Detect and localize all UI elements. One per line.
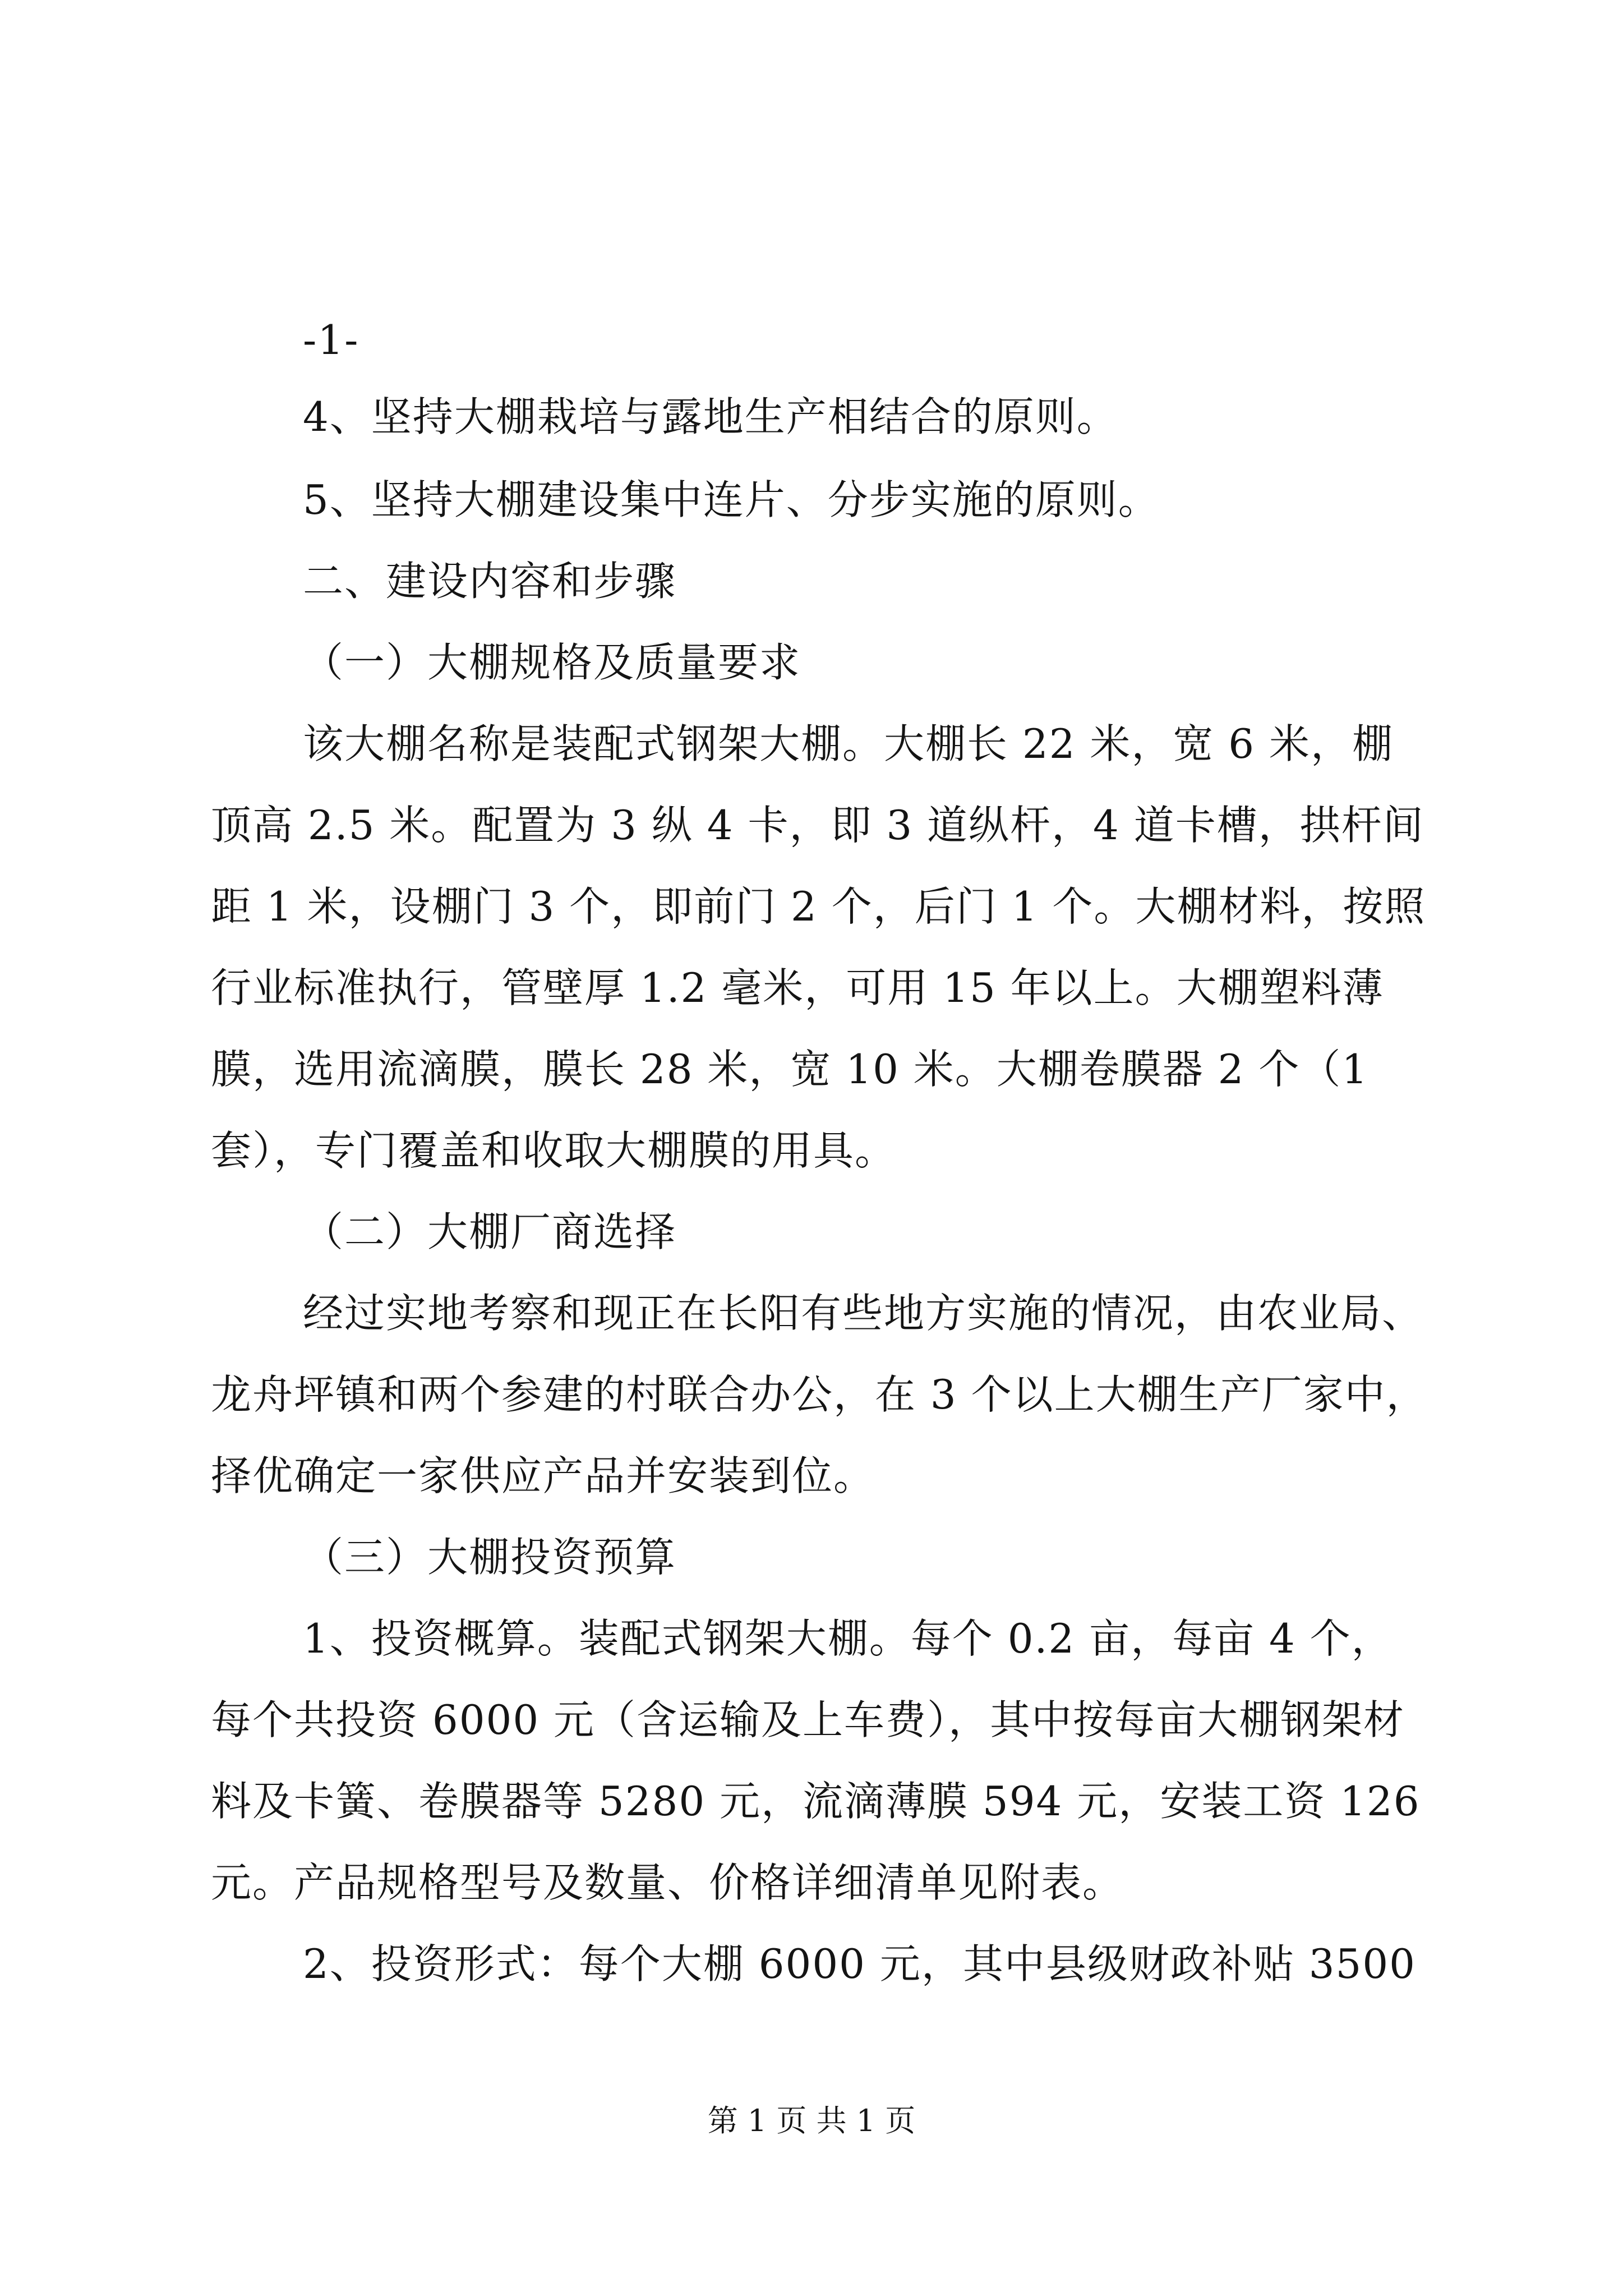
paragraph-line: 套），专门覆盖和收取大棚膜的用具。: [211, 1127, 897, 1174]
paragraph-line: 料及卡簧、卷膜器等 5280 元，流滴薄膜 594 元，安装工资 126: [211, 1778, 1421, 1825]
principle-4: 4、坚持大棚栽培与露地生产相结合的原则。: [303, 393, 1118, 440]
subsection-heading-1: （一）大棚规格及质量要求: [303, 639, 801, 686]
subsection-heading-2: （二）大棚厂商选择: [303, 1208, 677, 1255]
paragraph-line: 龙舟坪镇和两个参建的村联合办公，在 3 个以上大棚生产厂家中，: [211, 1371, 1428, 1418]
principle-5: 5、坚持大棚建设集中连片、分步实施的原则。: [303, 476, 1160, 523]
paragraph-line: 2、投资形式：每个大棚 6000 元，其中县级财政补贴 3500: [303, 1940, 1416, 1987]
paragraph-line: 每个共投资 6000 元（含运输及上车费），其中按每亩大棚钢架材: [211, 1696, 1405, 1743]
paragraph-line: 元。产品规格型号及数量、价格详细清单见附表。: [211, 1859, 1124, 1906]
paragraph-line: 距 1 米，设棚门 3 个，即前门 2 个，后门 1 个。大棚材料，按照: [211, 883, 1426, 930]
paragraph-line: 膜，选用流滴膜，膜长 28 米，宽 10 米。大棚卷膜器 2 个（1: [211, 1046, 1369, 1093]
page-footer: 第 1 页 共 1 页: [707, 2103, 916, 2138]
paragraph-line: 经过实地考察和现正在长阳有些地方实施的情况，由农业局、: [303, 1290, 1424, 1337]
subsection-heading-3: （三）大棚投资预算: [303, 1534, 677, 1581]
section-heading-2: 二、建设内容和步骤: [303, 558, 677, 605]
paragraph-line: 1、投资概算。装配式钢架大棚。每个 0.2 亩，每亩 4 个，: [303, 1615, 1393, 1662]
paragraph-line: 顶高 2.5 米。配置为 3 纵 4 卡，即 3 道纵杆，4 道卡槽，拱杆间: [211, 802, 1424, 849]
paragraph-line: 该大棚名称是装配式钢架大棚。大棚长 22 米，宽 6 米，棚: [303, 720, 1394, 767]
page-marker: -1-: [303, 316, 359, 364]
paragraph-line: 行业标准执行，管壁厚 1.2 毫米，可用 15 年以上。大棚塑料薄: [211, 964, 1384, 1011]
paragraph-line: 择优确定一家供应产品并安装到位。: [211, 1452, 875, 1499]
